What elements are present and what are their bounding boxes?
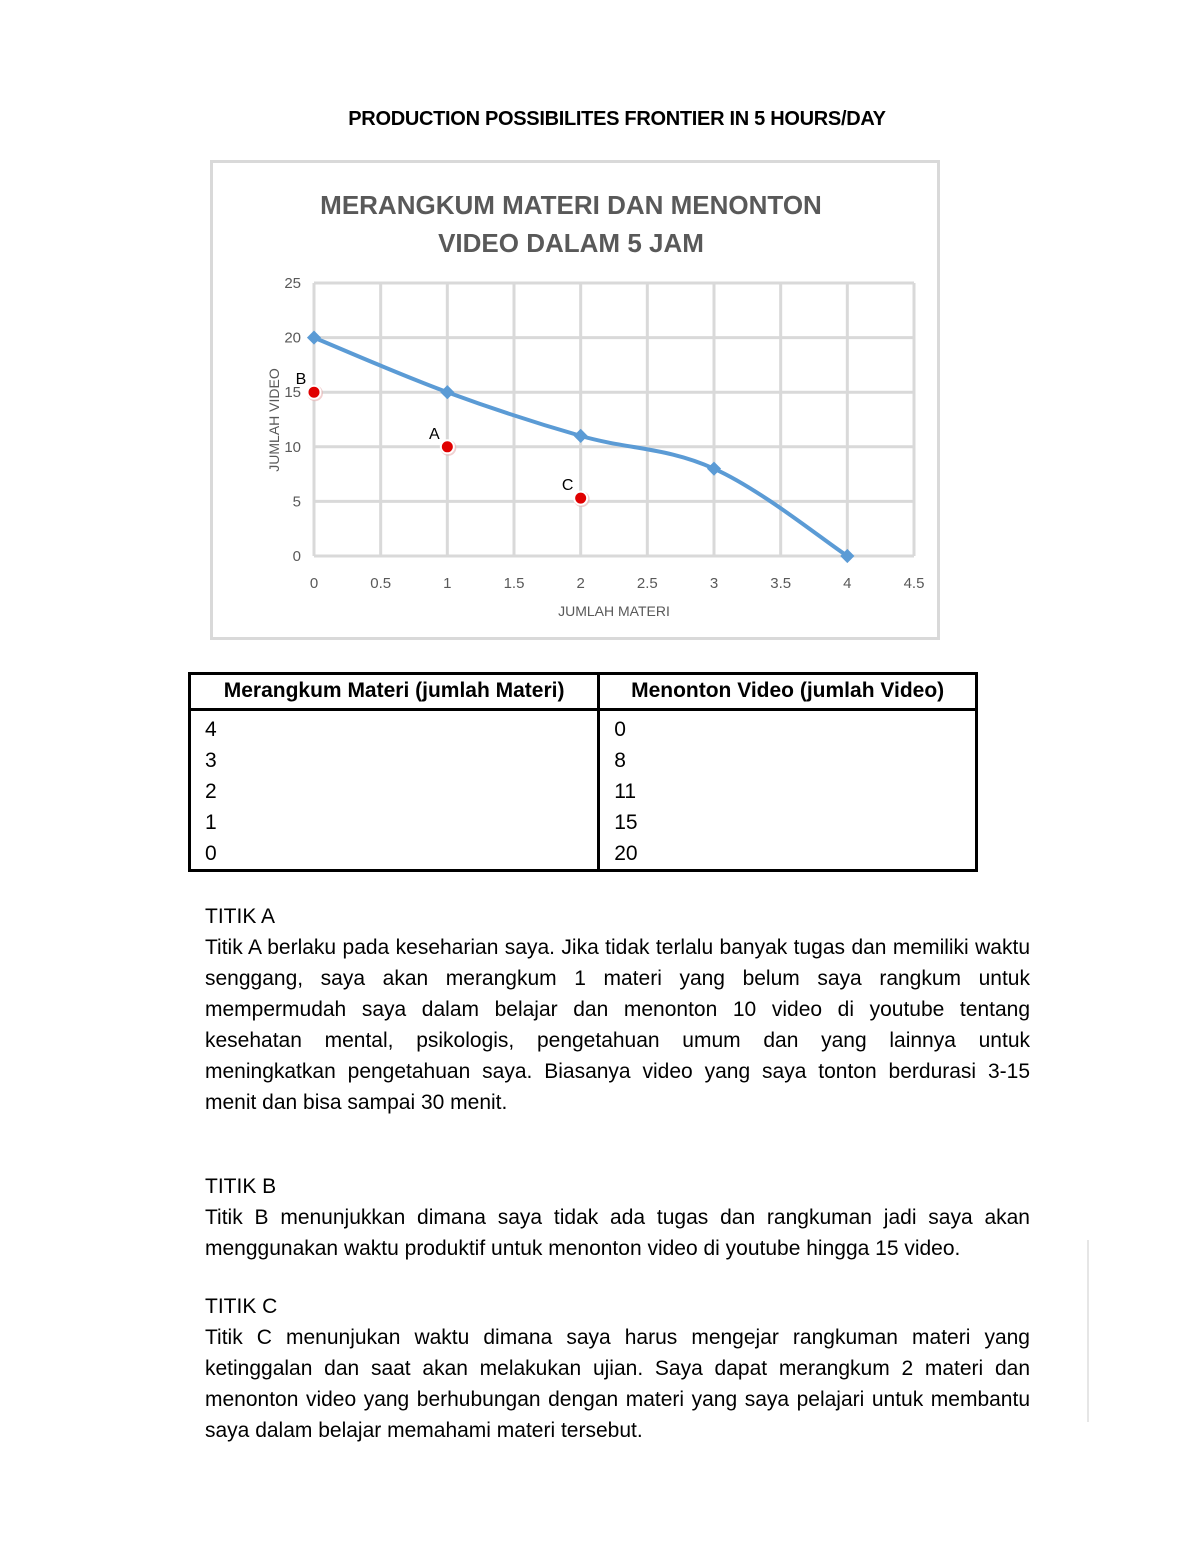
table-row: [190, 745, 977, 776]
cell-materi: 2: [190, 776, 599, 807]
annotation-point-b: [308, 386, 321, 399]
annotation-point-c: [574, 492, 587, 505]
section-titik-a: [205, 901, 1030, 1118]
cell-video: 11: [599, 776, 977, 807]
margin-line: [1087, 1240, 1089, 1422]
section-body: Titik A berlaku pada keseharian saya. Jika tidak terlalu banyak tugas dan memiliki waktu senggang, saya akan merangkum 1 materi yang belum saya rangkum untuk mempermudah saya dalam belajar dan menonton 10 video di youtube tentang kesehatan mental, psikologis, pengetahuan umum dan yang lainnya untuk meningkatkan pengetahuan saya. Biasanya video yang saya tonton berdurasi 3-15 menit dan bisa sampai 30 menit.: [205, 936, 1030, 1114]
data-point: [574, 429, 588, 443]
y-axis-label: JUMLAH VIDEO: [266, 368, 282, 472]
y-tick-label: 25: [284, 275, 301, 292]
section-titik-b: [205, 1171, 1030, 1264]
ppf-chart: [213, 163, 937, 637]
cell-video: 0: [599, 710, 977, 746]
x-tick-label: 3: [709, 575, 719, 592]
section-heading: TITIK A: [205, 905, 276, 928]
table-row: [190, 776, 977, 807]
x-tick-label: 1.5: [503, 575, 525, 592]
cell-materi: 4: [190, 710, 599, 746]
section-body: Titik B menunjukkan dimana saya tidak ada tugas dan rangkuman jadi saya akan menggunakan waktu produktif untuk menonton video di youtube hingga 15 video.: [205, 1206, 1030, 1260]
y-tick-label: 20: [284, 329, 301, 347]
x-tick-label: 0.5: [370, 575, 392, 592]
data-point: [707, 462, 721, 476]
y-tick-label: 0: [292, 548, 301, 565]
data-point: [440, 385, 454, 399]
section-heading: TITIK C: [205, 1295, 278, 1318]
data-point: [307, 331, 321, 345]
table-row: [190, 710, 977, 746]
cell-materi: 3: [190, 745, 599, 776]
cell-materi: 0: [190, 838, 599, 871]
section-heading: TITIK B: [205, 1175, 277, 1198]
x-tick-label: 1: [443, 575, 452, 592]
x-tick-label: 4: [843, 575, 852, 592]
y-tick-label: 15: [284, 384, 301, 402]
x-axis-label: JUMLAH MATERI: [558, 603, 670, 619]
x-tick-label: 0: [309, 575, 319, 592]
annotation-label-b: B: [295, 371, 307, 389]
annotation-label-a: A: [428, 425, 440, 443]
chart-title-line: MERANGKUM MATERI DAN MENONTON: [320, 190, 822, 220]
chart-frame: [210, 160, 940, 640]
y-tick-label: 5: [292, 493, 301, 511]
table-row: [190, 838, 977, 871]
col-header-video: Menonton Video (jumlah Video): [599, 674, 977, 710]
x-tick-label: 4.5: [903, 575, 925, 592]
table-row: [190, 807, 977, 838]
table-header-row: [190, 674, 977, 710]
cell-materi: 1: [190, 807, 599, 838]
section-titik-c: [205, 1291, 1030, 1446]
x-tick-label: 2: [576, 575, 585, 592]
ppf-table: [188, 672, 978, 872]
x-tick-label: 3.5: [770, 575, 792, 592]
y-tick-label: 10: [284, 438, 301, 456]
x-tick-label: 2.5: [636, 575, 658, 592]
section-body: Titik C menunjukan waktu dimana saya harus mengejar rangkuman materi yang ketinggalan dan saat akan melakukan ujian. Saya dapat merangkum 2 materi dan menonton video yang berhubungan dengan materi yang saya pelajari untuk membantu saya dalam belajar memahami materi tersebut.: [205, 1326, 1030, 1442]
cell-video: 20: [599, 838, 977, 871]
col-header-materi: Merangkum Materi (jumlah Materi): [190, 674, 599, 710]
chart-title-line: VIDEO DALAM 5 JAM: [438, 228, 704, 258]
cell-video: 15: [599, 807, 977, 838]
annotation-label-c: C: [561, 477, 574, 495]
cell-video: 8: [599, 745, 977, 776]
annotation-point-a: [441, 440, 454, 453]
page-title: PRODUCTION POSSIBILITES FRONTIER IN 5 HOURS/DAY: [348, 108, 886, 130]
